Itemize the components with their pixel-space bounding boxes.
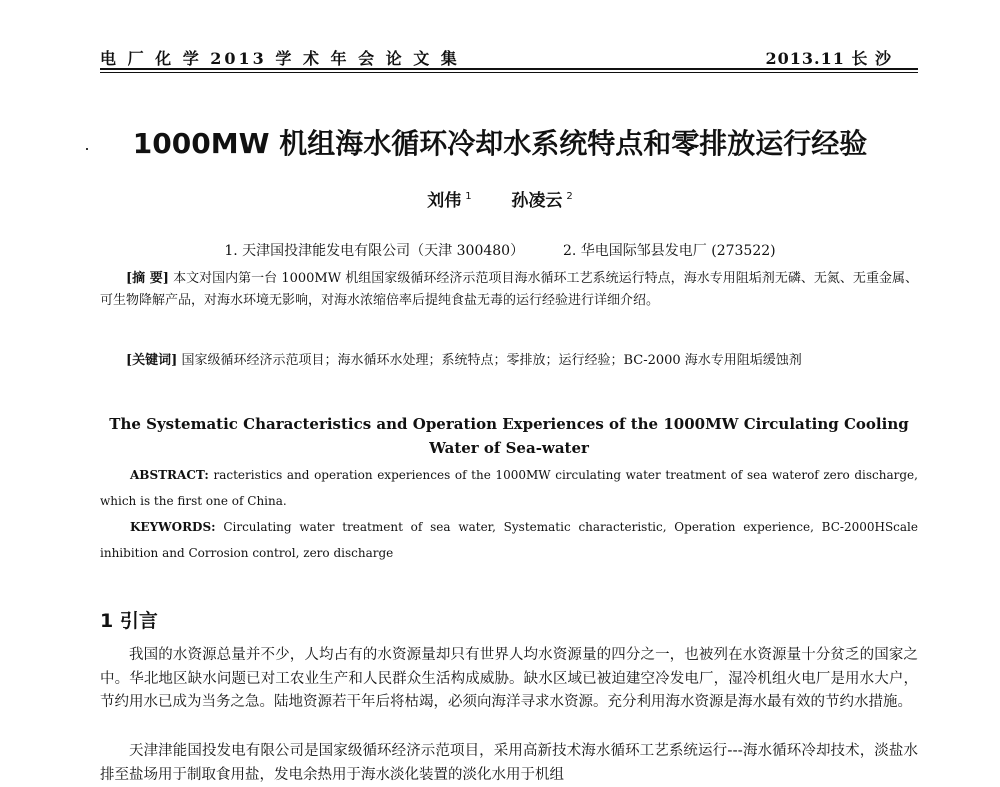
- keywords-cn: [100, 350, 918, 372]
- keywords-cn-label: [关键词]: [126, 353, 178, 368]
- abstract-cn-label: [摘 要]: [126, 271, 169, 286]
- section-number: 1: [100, 610, 114, 632]
- header-rule: [100, 68, 918, 70]
- author-line: [0, 186, 1000, 211]
- affiliation-line: [0, 240, 1000, 260]
- english-title: The Systematic Characteristics and Operation Experiences of the 1000MW Circulating Cooling Water of Sea-water: [109, 415, 909, 457]
- abstract-cn-text: 本文对国内第一台 1000MW 机组国家级循环经济示范项目海水循环工艺系统运行特点，海水专用阻垢剂无磷、无氮、无重金属、可生物降解产品，对海水环境无影响，对海水浓缩倍率后提纯食盐无毒的运行经验进行详细介绍。: [100, 271, 918, 308]
- paper-title: 1000MW 机组海水循环冷却水系统特点和零排放运行经验: [132, 127, 868, 160]
- abstract-cn: [100, 268, 918, 312]
- section-title: 引言: [119, 610, 158, 632]
- affiliation-1: 1. 天津国投津能发电有限公司（天津 300480）: [224, 243, 525, 259]
- keywords-en-label: KEYWORDS:: [130, 520, 216, 534]
- body-paragraph-2: 天津津能国投发电有限公司是国家级循环经济示范项目，采用高新技术海水循环工艺系统运行---海水循环冷却技术，淡盐水排至盐场用于制取食用盐，发电余热用于海水淡化装置的淡化水用于机组: [100, 743, 918, 783]
- author-affil-mark: 1: [465, 191, 472, 203]
- abstract-en: [100, 462, 918, 514]
- body-paragraph-1: 我国的水资源总量并不少，人均占有的水资源量却只有世界人均水资源量的四分之一，也被列在水资源量十分贫乏的国家之中。华北地区缺水问题已对工农业生产和人民群众生活构成威胁。缺水区域已被迫建空冷发电厂，湿冷机组火电厂是用水大户，节约用水已成为当务之急。陆地资源若干年后将枯竭，必须向海洋寻求水资源。充分利用海水资源是海水最有效的节约水措施。: [100, 647, 918, 710]
- running-header-left: 电 厂 化 学 2013 学 术 年 会 论 文 集: [100, 49, 460, 68]
- abstract-en-text: racteristics and operation experiences of the 1000MW circulating water treatment of sea waterof zero discharge, which is the first one of China.: [100, 468, 918, 508]
- author-name: 刘伟: [427, 191, 462, 211]
- keywords-cn-text: 国家级循环经济示范项目；海水循环水处理；系统特点；零排放；运行经验；BC-2000 海水专用阻垢缓蚀剂: [181, 353, 802, 368]
- running-header-right: 2013.11 长 沙: [765, 49, 892, 68]
- header-rule-thin: [100, 72, 918, 73]
- keywords-en-text: Circulating water treatment of sea water, Systematic characteristic, Operation experience, BC-2000HScale inhibition and Corrosion control, zero discharge: [100, 520, 918, 560]
- keywords-en: [100, 514, 918, 566]
- abstract-en-label: ABSTRACT:: [130, 468, 209, 482]
- author-name: 孙凌云: [511, 191, 563, 211]
- author-affil-mark: 2: [566, 191, 573, 203]
- affiliation-2: 2. 华电国际邹县发电厂 (273522): [562, 243, 776, 259]
- section-heading: [100, 606, 158, 633]
